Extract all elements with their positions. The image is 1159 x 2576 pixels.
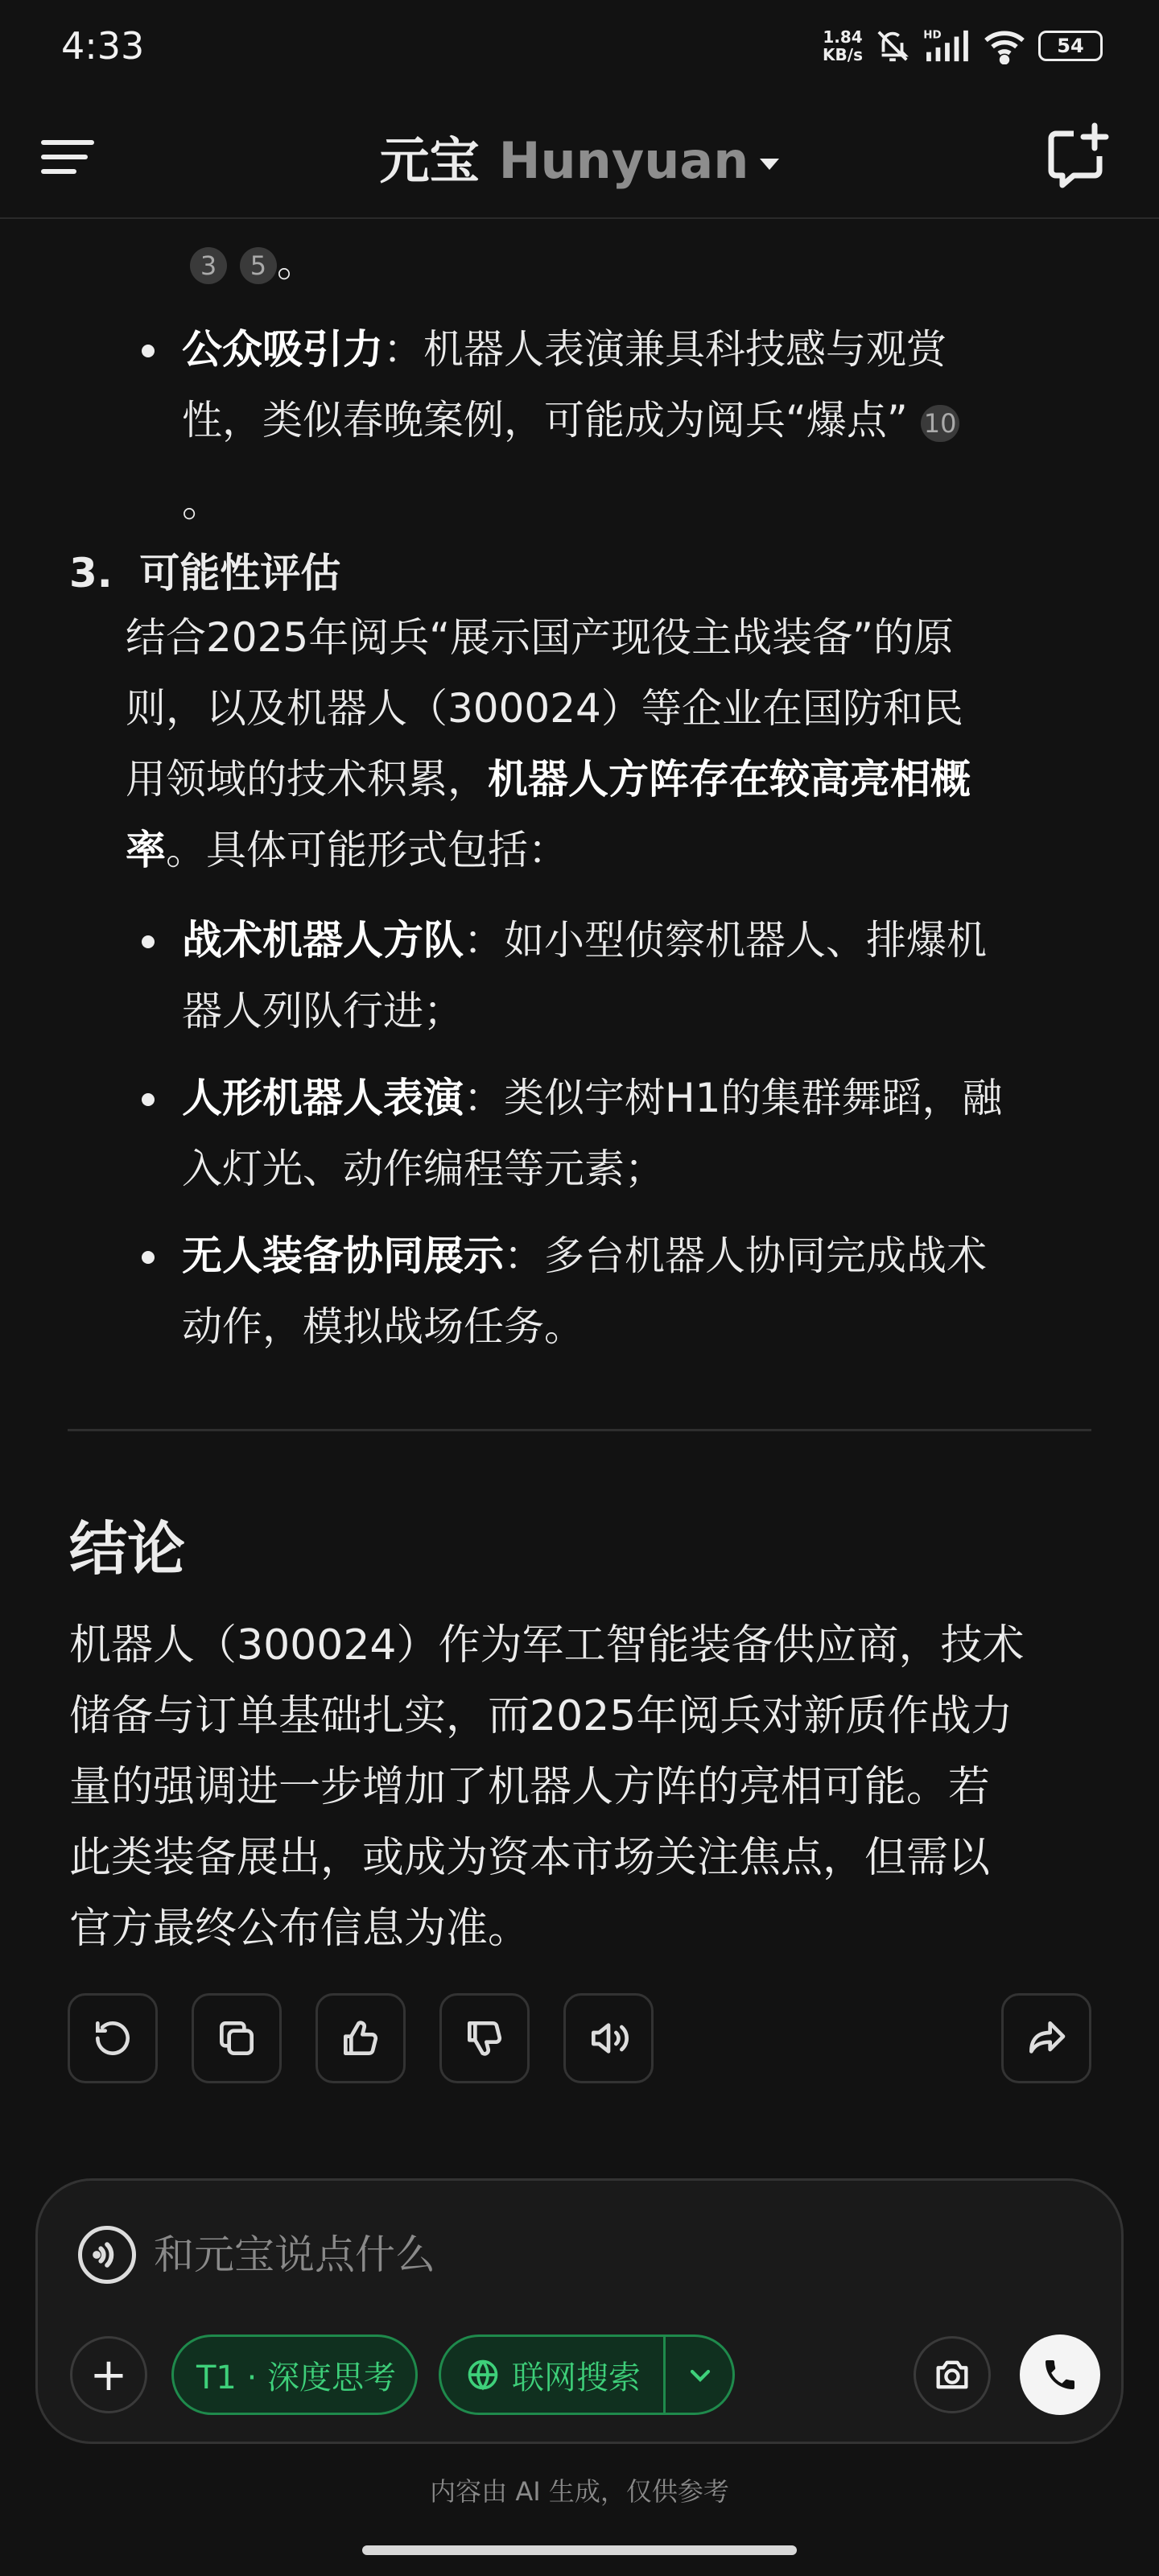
- divider: [68, 1429, 1091, 1431]
- list-item: 人形机器人表演：类似宇树H1的集群舞蹈，融: [182, 1063, 1002, 1133]
- chevron-down-icon[interactable]: [684, 2359, 716, 2392]
- new-chat-icon[interactable]: [1041, 121, 1114, 193]
- ai-disclaimer: 内容由 AI 生成，仅供参考: [430, 2476, 729, 2507]
- phone-icon: [1041, 2355, 1079, 2394]
- add-attachment-button[interactable]: [70, 2336, 147, 2413]
- thumbs-down-button[interactable]: [439, 1993, 530, 2083]
- share-button[interactable]: [1001, 1993, 1091, 2083]
- thumbs-down-icon: [462, 2016, 507, 2061]
- wifi-icon: [982, 27, 1027, 64]
- list-item-continuation: 性，类似春晚案例，可能成为阅兵“爆点” 10: [182, 385, 959, 456]
- network-speed: 1.84 KB/s: [823, 27, 863, 64]
- list-item: 公众吸引力：机器人表演兼具科技感与观赏: [182, 314, 947, 385]
- plus-icon: +: [89, 2348, 128, 2401]
- svg-text:HD: HD: [923, 29, 942, 42]
- speaker-icon: [586, 2016, 631, 2061]
- list-item: 战术机器人方队：如小型侦察机器人、排爆机: [182, 905, 987, 976]
- camera-icon: [931, 2354, 973, 2396]
- composer: [35, 2178, 1124, 2444]
- copy-icon: [214, 2016, 259, 2061]
- home-indicator[interactable]: [362, 2545, 797, 2555]
- share-icon: [1024, 2016, 1069, 2061]
- chevron-down-icon: [760, 159, 779, 170]
- status-time: 4:33: [61, 24, 145, 68]
- read-aloud-button[interactable]: [563, 1993, 654, 2083]
- status-bar: [0, 0, 1159, 97]
- app-title: 元宝: [379, 131, 480, 190]
- system-icons: [823, 27, 1103, 64]
- response-actions: [68, 1993, 1091, 2083]
- web-search-toggle[interactable]: 联网搜索: [439, 2334, 735, 2415]
- globe-icon: [465, 2357, 501, 2392]
- message-input[interactable]: 和元宝说点什么: [154, 2231, 435, 2278]
- app-header: [0, 97, 1159, 219]
- citation-badge[interactable]: 3: [190, 247, 227, 284]
- conclusion-heading: 结论: [69, 1515, 186, 1583]
- model-selector[interactable]: [0, 121, 1159, 192]
- citation-row: 3 5 。: [190, 227, 317, 298]
- camera-button[interactable]: [914, 2336, 991, 2413]
- citation-badge[interactable]: 10: [921, 405, 960, 442]
- citation-badge[interactable]: 5: [240, 247, 277, 284]
- voice-input-icon[interactable]: [78, 2226, 136, 2284]
- section-heading: 3. 可能性评估: [69, 550, 341, 597]
- battery-indicator: 54: [1038, 31, 1103, 61]
- pill-divider: [663, 2337, 666, 2413]
- thumbs-up-button[interactable]: [316, 1993, 406, 2083]
- regenerate-button[interactable]: [68, 1993, 158, 2083]
- signal-icon: [922, 27, 971, 64]
- model-name: Hunyuan: [498, 131, 749, 190]
- deep-think-toggle[interactable]: T1 · 深度思考: [171, 2334, 418, 2415]
- copy-button[interactable]: [192, 1993, 282, 2083]
- bell-off-icon: [874, 27, 911, 64]
- conclusion-text: 机器人（300024）作为军工智能装备供应商，技术 储备与订单基础扎实，而2025年阅兵对新质作战力 量的强调进一步增加了机器人方阵的亮相可能。若 此类装备展出，或成为资本市场关注焦点，但需以 官方最终公布信息为准。: [69, 1621, 1025, 1953]
- list-item: 无人装备协同展示：多台机器人协同完成战术: [182, 1220, 987, 1291]
- thumbs-up-icon: [338, 2016, 383, 2061]
- voice-call-button[interactable]: [1020, 2334, 1100, 2415]
- refresh-icon: [90, 2016, 135, 2061]
